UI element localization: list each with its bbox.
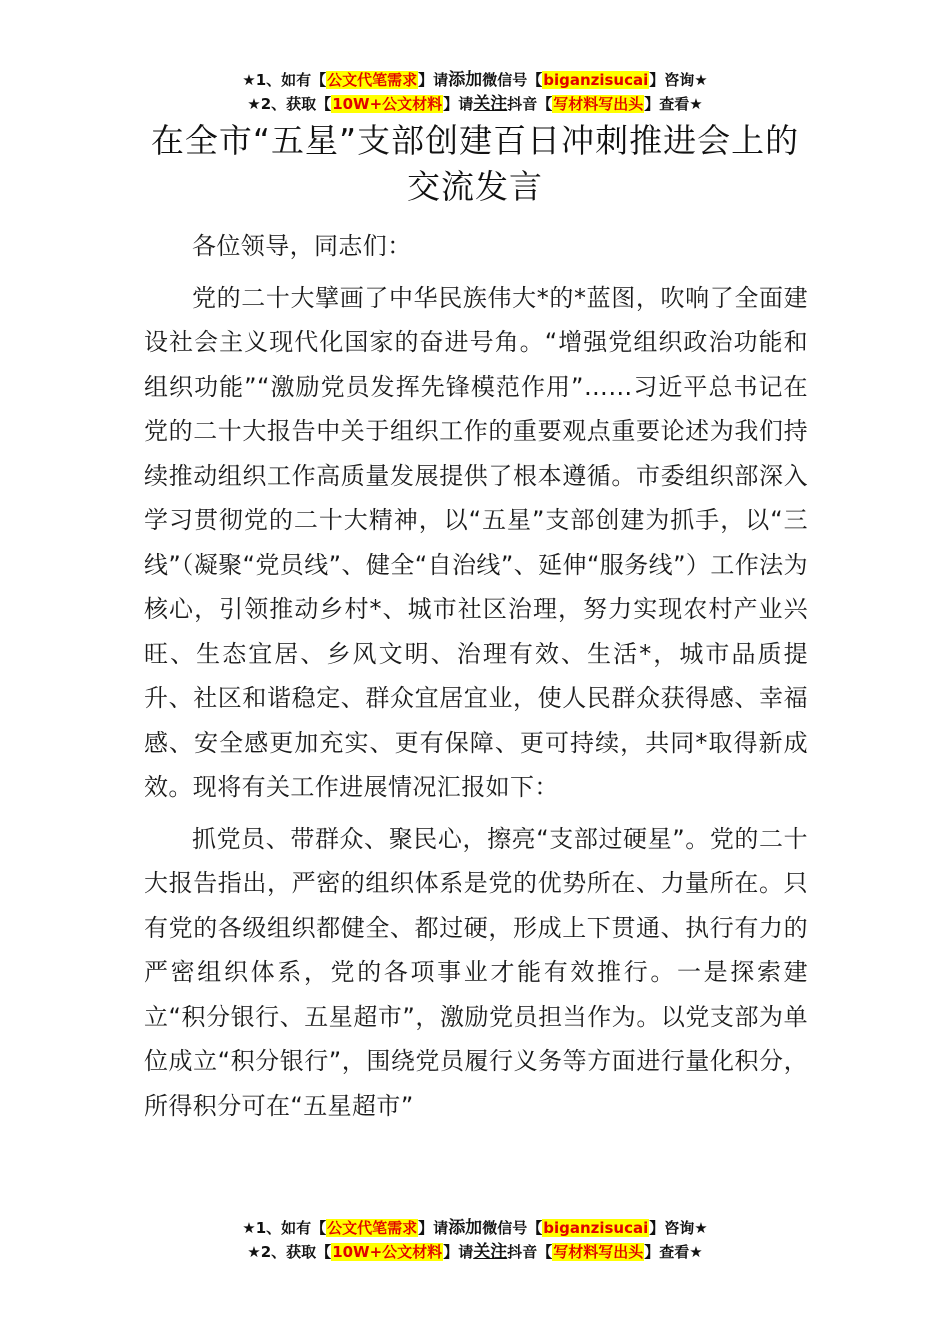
banner-text: 】请 [418,1219,449,1237]
banner-emphasis: 添加 [448,1218,483,1238]
banner-emphasis: 添加 [448,70,483,90]
banner-emphasis: 关注 [473,1242,508,1262]
banner-text: 抖音【 [507,95,553,113]
footer-banner [0,1216,950,1264]
banner-prefix: ★2、获取【 [247,1243,332,1261]
body-paragraph-1: 党的二十大擘画了中华民族伟大*的*蓝图，吹响了全面建设社会主义现代化国家的奋进号角。“增强党组织政治功能和组织功能”“激励党员发挥先锋模范作用”……习近平总书记在党的二十大报告中关于组织工作的重要观点重要论述为我们持续推动组织工作高质量发展提供了根本遵循。市委组织部深入学习贯彻党的二十大精神，以“五星”支部创建为抓手，以“三线”（凝聚“党员线”、健全“自治线”、延伸“服务线”）工作法为核心，引领推动乡村*、城市社区治理，努力实现农村产业兴旺、生态宜居、乡风文明、治理有效、生活*，城市品质提升、社区和谐稳定、群众宜居宜业，使人民群众获得感、幸福感、安全感更加充实、更有保障、更可持续，共同*取得新成效。现将有关工作进展情况汇报如下： [144,283,808,801]
banner-prefix: ★1、如有【 [242,1219,327,1237]
header-banner-line-1 [0,68,950,92]
banner-suffix: 】查看★ [644,1243,703,1261]
highlight-wechat-id: biganzisucai [543,1219,649,1237]
banner-suffix: 】咨询★ [649,1219,708,1237]
document-title: 在全市“五星”支部创建百日冲刺推进会上的交流发言 [150,121,800,206]
banner-suffix: 】咨询★ [649,71,708,89]
highlight-ghostwriting: 公文代笔需求 [327,1219,418,1237]
body-paragraph-2: 抓党员、带群众、聚民心，擦亮“支部过硬星”。党的二十大报告指出，严密的组织体系是党的优势所在、力量所在。只有党的各级组织都健全、都过硬，形成上下贯通、执行有力的严密组织体系，党的各项事业才能有效推行。一是探索建立“积分银行、五星超市”，激励党员担当作为。以党支部为单位成立“积分银行”，围绕党员履行义务等方面进行量化积分，所得积分可在“五星超市” [144,824,808,1120]
header-banner [0,68,950,116]
banner-text: 】请 [443,1243,474,1261]
highlight-ghostwriting: 公文代笔需求 [327,71,418,89]
banner-suffix: 】查看★ [644,95,703,113]
banner-text: 】请 [443,95,474,113]
header-banner-line-2 [0,92,950,116]
highlight-wechat-id: biganzisucai [543,71,649,89]
footer-banner-line-1 [0,1216,950,1240]
banner-text: 】请 [418,71,449,89]
highlight-materials: 10W+公文材料 [332,1243,443,1261]
highlight-douyin-account: 写材料写出头 [553,95,644,113]
banner-text: 抖音【 [507,1243,553,1261]
footer-banner-line-2 [0,1240,950,1264]
highlight-materials: 10W+公文材料 [332,95,443,113]
banner-text: 微信号【 [482,1219,543,1237]
banner-text: 微信号【 [482,71,543,89]
highlight-douyin-account: 写材料写出头 [553,1243,644,1261]
greeting: 各位领导，同志们： [192,232,412,260]
document-body [144,224,808,1135]
banner-emphasis: 关注 [473,94,508,114]
banner-prefix: ★1、如有【 [242,71,327,89]
banner-prefix: ★2、获取【 [247,95,332,113]
